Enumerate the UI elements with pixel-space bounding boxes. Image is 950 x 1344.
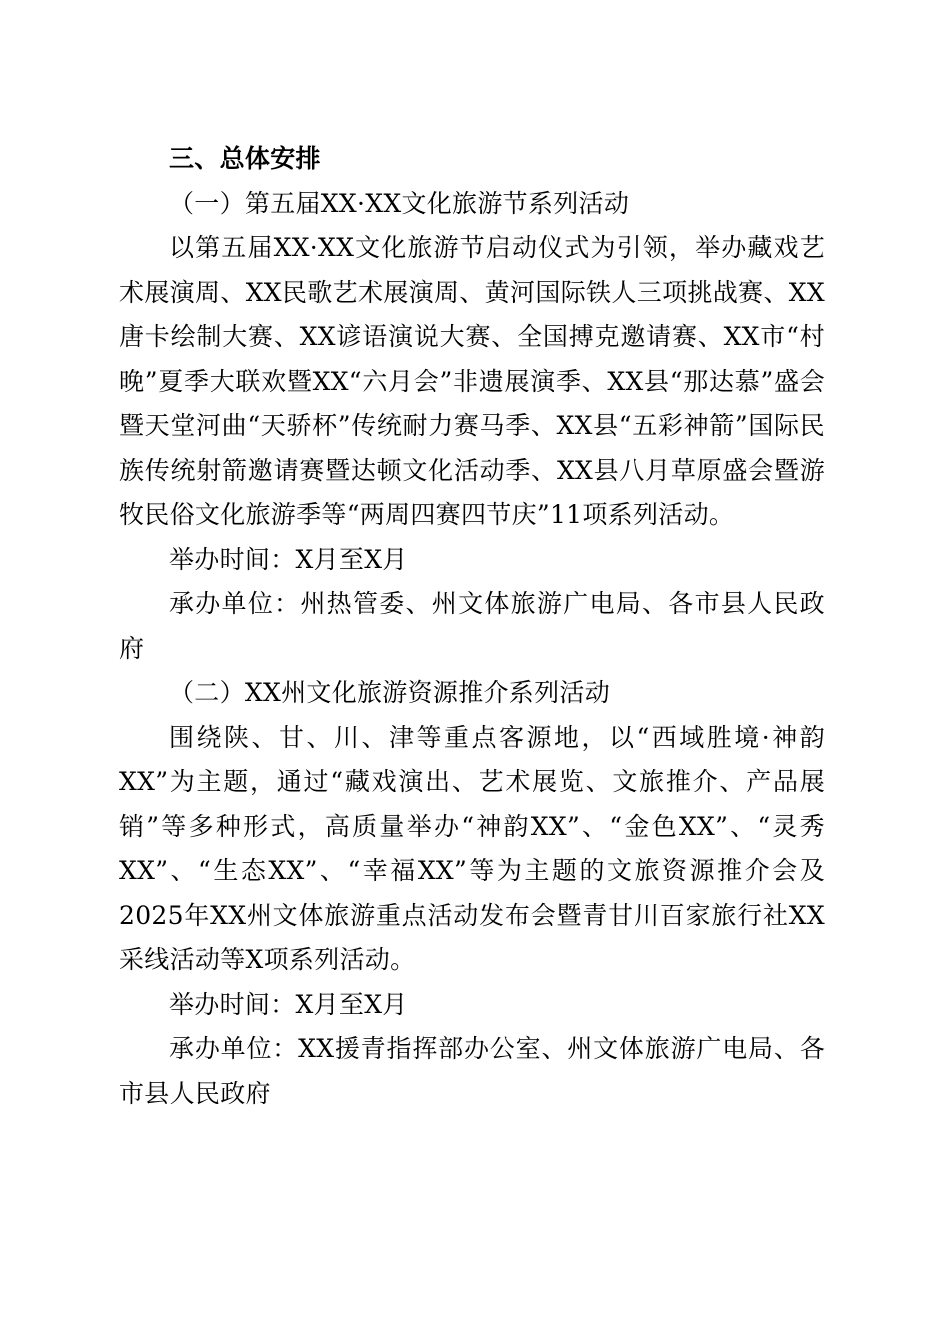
document-body bbox=[119, 137, 825, 1116]
subsection-title-1: （一）第五届XX·XX文化旅游节系列活动 bbox=[169, 188, 630, 218]
subsection-body-1: 以第五届XX·XX文化旅游节启动仪式为引领，举办藏戏艺术展演周、XX民歌艺术展演周、黄河国际铁人三项挑战赛、XX唐卡绘制大赛、XX谚语演说大赛、全国搏克邀请赛、XX市“村晚”夏季大联欢暨XX“六月会”非遗展演季、XX县“那达慕”盛会暨天堂河曲“天骄杯”传统耐力赛马季、XX县“五彩神箭”国际民族传统射箭邀请赛暨达顿文化活动季、XX县八月草原盛会暨游牧民俗文化旅游季等“两周四赛四节庆”11项系列活动。 bbox=[119, 233, 825, 529]
subsection-title-2: （二）XX州文化旅游资源推介系列活动 bbox=[169, 678, 610, 707]
organizer-2: 承办单位：XX援青指挥部办公室、州文体旅游广电局、各市县人民政府 bbox=[119, 1034, 825, 1108]
section-heading: 三、总体安排 bbox=[169, 144, 321, 173]
subsection-body-2: 围绕陕、甘、川、津等重点客源地，以“西域胜境·神韵XX”为主题，通过“藏戏演出、艺术展览、文旅推介、产品展销”等多种形式，高质量举办“神韵XX”、“金色XX”、“灵秀XX”、“生态XX”、“幸福XX”等为主题的文旅资源推介会及2025年XX州文体旅游重点活动发布会暨青甘川百家旅行社XX采线活动等X项系列活动。 bbox=[119, 722, 825, 974]
event-time-1: 举办时间：X月至X月 bbox=[169, 544, 408, 574]
event-time-2: 举办时间：X月至X月 bbox=[169, 989, 408, 1019]
organizer-1: 承办单位：州热管委、州文体旅游广电局、各市县人民政府 bbox=[119, 589, 825, 663]
